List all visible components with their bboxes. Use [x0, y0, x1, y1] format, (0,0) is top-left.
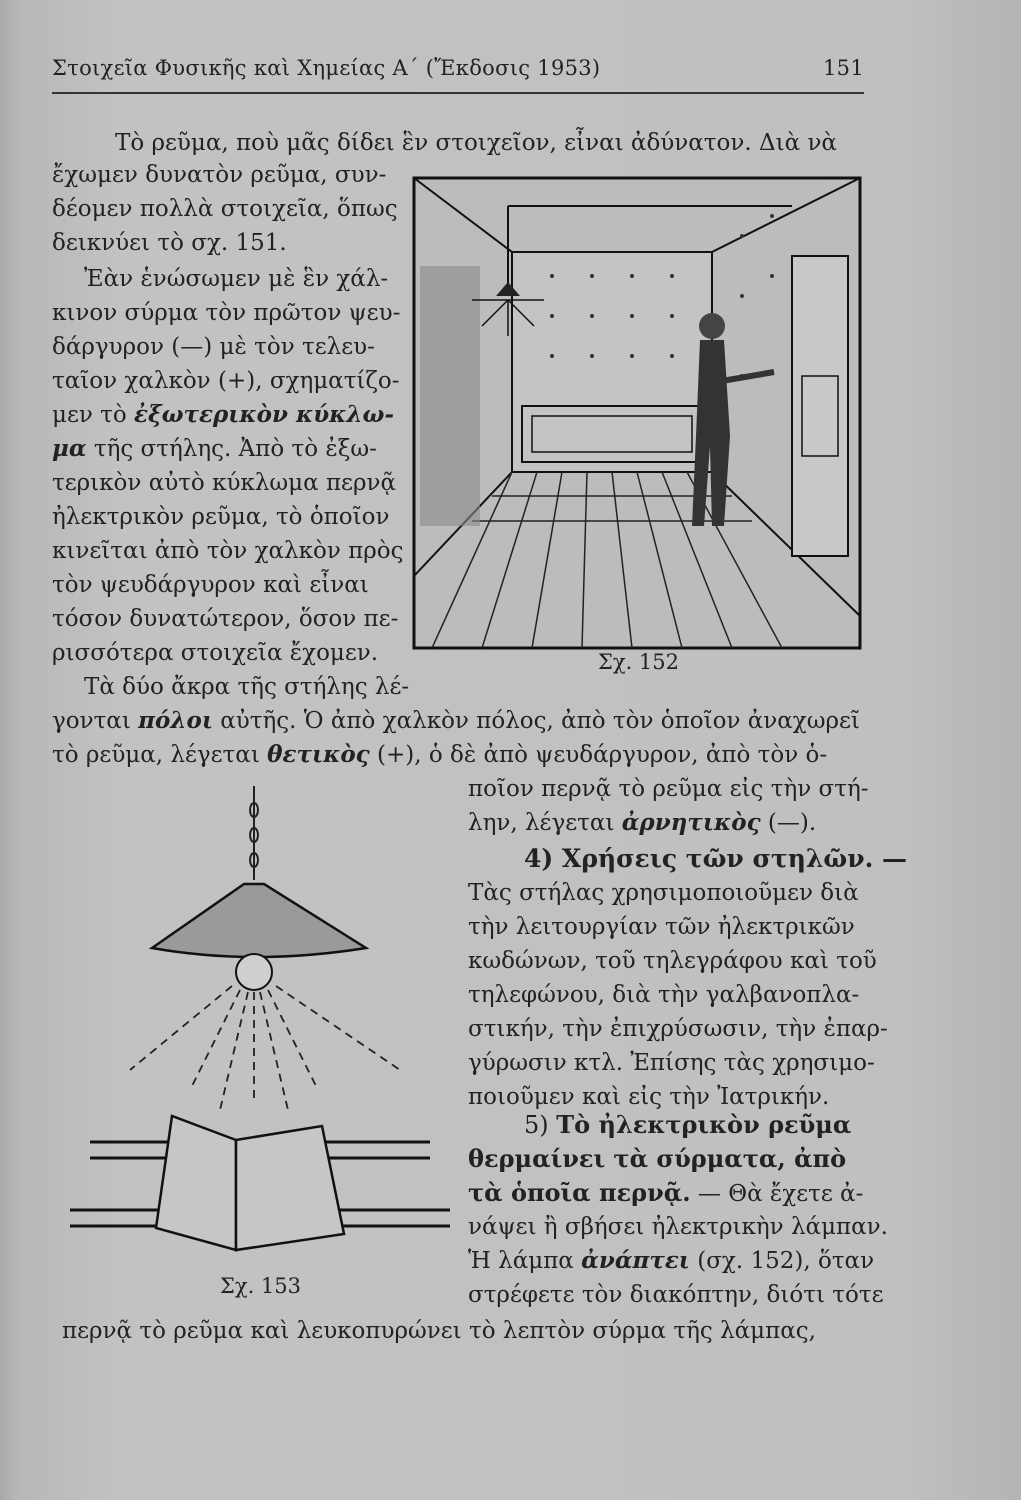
text-line: Ἡ λάμπα ἀνάπτει (σχ. 152), ὅταν: [468, 1247, 875, 1274]
text-line: κινον σύρμα τὸν πρῶτον ψευ-: [52, 300, 401, 326]
text-line: τὴν λειτουργίαν τῶν ἠλεκτρικῶν: [468, 914, 855, 940]
text-line: τηλεφώνου, διὰ τὴν γαλβανοπλα-: [468, 982, 860, 1008]
section-heading-4: 4) Χρήσεις τῶν στηλῶν. —: [524, 844, 907, 873]
text-line: Τὰ δύο ἄκρα τῆς στήλης λέ-: [84, 674, 410, 700]
text-line: τόσον δυνατώτερον, ὅσον πε-: [52, 606, 399, 632]
term-positive: θετικὸς: [267, 741, 370, 768]
text-line: λην, λέγεται ἀρνητικὸς (—).: [468, 809, 817, 836]
figure-152-room-illustration: [412, 176, 864, 652]
text-line: στρέφετε τὸν διακόπτην, διότι τότε: [468, 1282, 884, 1308]
text-line: μα τῆς στήλης. Ἀπὸ τὸ ἐξω-: [52, 435, 377, 462]
term-poles: πόλοι: [138, 707, 213, 734]
text-line: κινεῖται ἀπὸ τὸν χαλκὸν πρὸς: [52, 538, 404, 564]
text-line: Τὰς στήλας χρησιμοποιοῦμεν διὰ: [468, 880, 859, 906]
text-line: κωδώνων, τοῦ τηλεγράφου καὶ τοῦ: [468, 948, 877, 974]
header-title: Στοιχεῖα Φυσικῆς καὶ Χημείας Α΄ (Ἔκδοσις 1953): [52, 56, 601, 80]
text-line: ποῖον περνᾷ τὸ ρεῦμα εἰς τὴν στή-: [468, 776, 869, 802]
text-line: ποιοῦμεν καὶ εἰς τὴν Ἰατρικήν.: [468, 1084, 830, 1110]
section-heading-5: 5) Τὸ ἠλεκτρικὸν ρεῦμα: [524, 1110, 852, 1139]
text-line: ρισσότερα στοιχεῖα ἔχομεν.: [52, 640, 379, 666]
text-line: Τὸ ρεῦμα, ποὺ μᾶς δίδει ἓν στοιχεῖον, εἶναι ἀδύνατον. Διὰ νὰ: [115, 130, 837, 156]
text-line: τὸ ρεῦμα, λέγεται θετικὸς (+), ὁ δὲ ἀπὸ ψευδάργυρον, ἀπὸ τὸν ὁ-: [52, 741, 828, 768]
term-external-circuit: ἐξωτερικὸν κύκλω-: [134, 401, 394, 428]
text-line: ταῖον χαλκὸν (+), σχηματίζο-: [52, 368, 400, 394]
text-line: περνᾷ τὸ ρεῦμα καὶ λευκοπυρώνει τὸ λεπτὸν σύρμα τῆς λάμπας,: [62, 1318, 816, 1344]
figure-152-caption: Σχ. 152: [598, 650, 680, 674]
text-line: Ἐὰν ἑνώσωμεν μὲ ἓν χάλ-: [84, 266, 389, 292]
text-line: τὸν ψευδάργυρον καὶ εἶναι: [52, 572, 369, 598]
text-line: ἠλεκτρικὸν ρεῦμα, τὸ ὁποῖον: [52, 504, 390, 530]
text-line: γονται πόλοι αὐτῆς. Ὁ ἀπὸ χαλκὸν πόλος, ἀπὸ τὸν ὁποῖον ἀναχωρεῖ: [52, 707, 860, 734]
text-line: δάργυρον (—) μὲ τὸν τελευ-: [52, 334, 375, 360]
page-number: 151: [823, 56, 864, 80]
text-line: δέομεν πολλὰ στοιχεῖα, ὅπως: [52, 196, 398, 222]
text-line: στικήν, τὴν ἐπιχρύσωσιν, τὴν ἐπαρ-: [468, 1016, 888, 1042]
header-rule: [52, 92, 864, 94]
figure-153-caption: Σχ. 153: [220, 1274, 302, 1298]
text-line: μεν τὸ ἐξωτερικὸν κύκλω-: [52, 401, 394, 428]
running-header: [52, 56, 864, 80]
text-line: δεικνύει τὸ σχ. 151.: [52, 230, 287, 256]
text-line: γύρωσιν κτλ. Ἐπίσης τὰς χρησιμο-: [468, 1050, 875, 1076]
text-line: ἔχωμεν δυνατὸν ρεῦμα, συν-: [52, 162, 387, 188]
term-lights: ἀνάπτει: [581, 1247, 690, 1274]
text-line: τερικὸν αὐτὸ κύκλωμα περνᾷ: [52, 470, 397, 496]
section-heading-5-cont: θερμαίνει τὰ σύρματα, ἀπὸ: [468, 1144, 847, 1173]
text-line: νάψει ἢ σβήσει ἠλεκτρικὴν λάμπαν.: [468, 1214, 888, 1240]
figure-153-lamp-book-illustration: [60, 780, 460, 1272]
term-negative: ἀρνητικὸς: [621, 809, 761, 836]
text-line: τὰ ὁποῖα περνᾷ. — Θὰ ἔχετε ἀ-: [468, 1178, 864, 1207]
